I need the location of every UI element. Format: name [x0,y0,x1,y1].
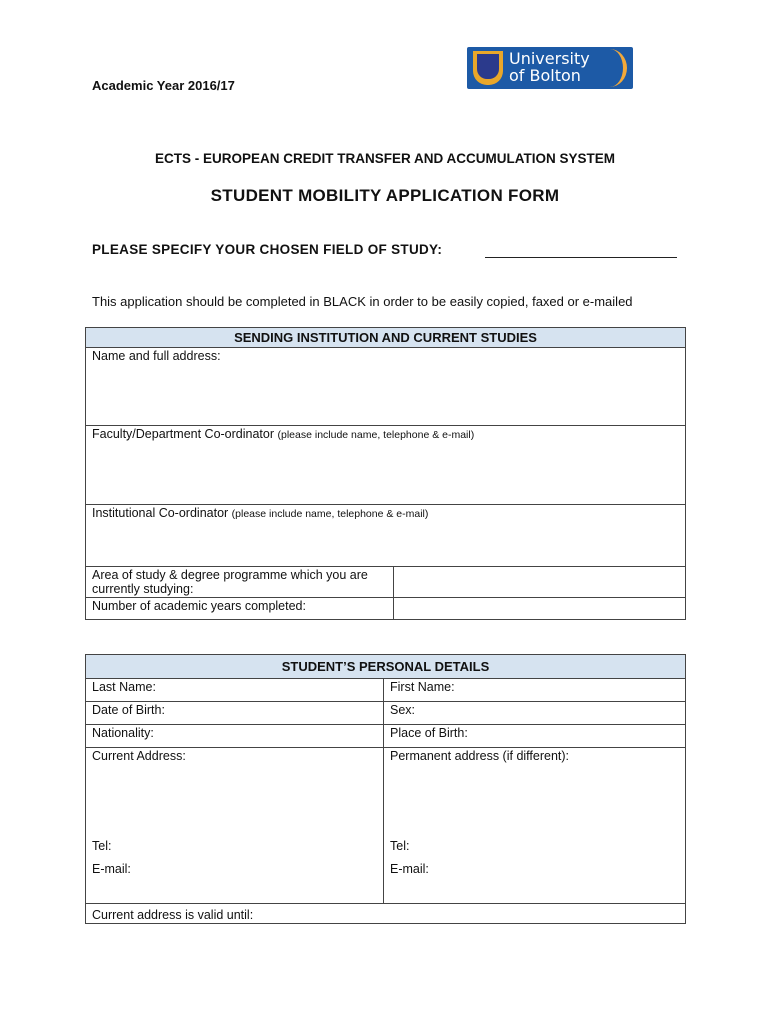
tel-left-label: Tel: [92,839,112,853]
faculty-coordinator-label: Faculty/Department Co-ordinator [92,427,275,441]
years-completed-input[interactable] [394,598,686,620]
current-address-field[interactable] [86,748,384,904]
swoosh-icon [593,49,627,87]
form-title: STUDENT MOBILITY APPLICATION FORM [210,186,560,205]
years-completed-label: Number of academic years completed: [86,598,394,620]
area-of-study-input[interactable] [394,567,686,598]
sex-label: Sex: [390,703,416,717]
institutional-coordinator-field[interactable] [86,505,686,567]
sex-field[interactable] [384,702,686,725]
field-of-study-input[interactable] [485,257,677,258]
faculty-coordinator-note: (please include name, telephone & e-mail) [277,429,475,441]
email-left-label: E-mail: [92,862,131,876]
name-address-field[interactable] [86,348,686,426]
university-logo [467,47,633,89]
logo-line-2: of Bolton [509,66,581,85]
institutional-coordinator-label: Institutional Co-ordinator [92,506,229,520]
dob-field[interactable] [86,702,384,725]
permanent-address-label: Permanent address (if different): [390,749,570,763]
academic-year: Academic Year 2016/17 [92,78,235,93]
first-name-field[interactable] [384,679,686,702]
institutional-coordinator-note: (please include name, telephone & e-mail) [231,508,429,520]
nationality-field[interactable] [86,725,384,748]
faculty-coordinator-field[interactable] [86,426,686,505]
last-name-field[interactable] [86,679,384,702]
ects-heading: ECTS - EUROPEAN CREDIT TRANSFER AND ACCUMULATION SYSTEM [154,151,615,166]
valid-until-label: Current address is valid until: [92,908,254,922]
personal-section-header: STUDENT’S PERSONAL DETAILS [86,655,686,679]
crest-icon [473,51,503,85]
valid-until-field[interactable] [86,904,686,924]
email-right-label: E-mail: [390,862,429,876]
sending-section-header: SENDING INSTITUTION AND CURRENT STUDIES [86,328,686,348]
instructions-text: This application should be completed in BLACK in order to be easily copied, faxed or e-mailed [92,294,633,309]
place-of-birth-label: Place of Birth: [390,726,468,740]
permanent-address-field[interactable] [384,748,686,904]
personal-details-table [85,654,686,924]
tel-right-label: Tel: [390,839,410,853]
logo-line-1: University [509,49,590,68]
field-of-study-label: PLEASE SPECIFY YOUR CHOSEN FIELD OF STUDY: [92,242,443,257]
current-address-label: Current Address: [92,749,186,763]
name-address-label: Name and full address: [92,349,221,363]
nationality-label: Nationality: [92,726,154,740]
first-name-label: First Name: [390,680,455,694]
area-of-study-label: Area of study & degree programme which you are currently studying: [86,567,394,598]
sending-institution-table [85,327,686,620]
place-of-birth-field[interactable] [384,725,686,748]
last-name-label: Last Name: [92,680,156,694]
dob-label: Date of Birth: [92,703,165,717]
